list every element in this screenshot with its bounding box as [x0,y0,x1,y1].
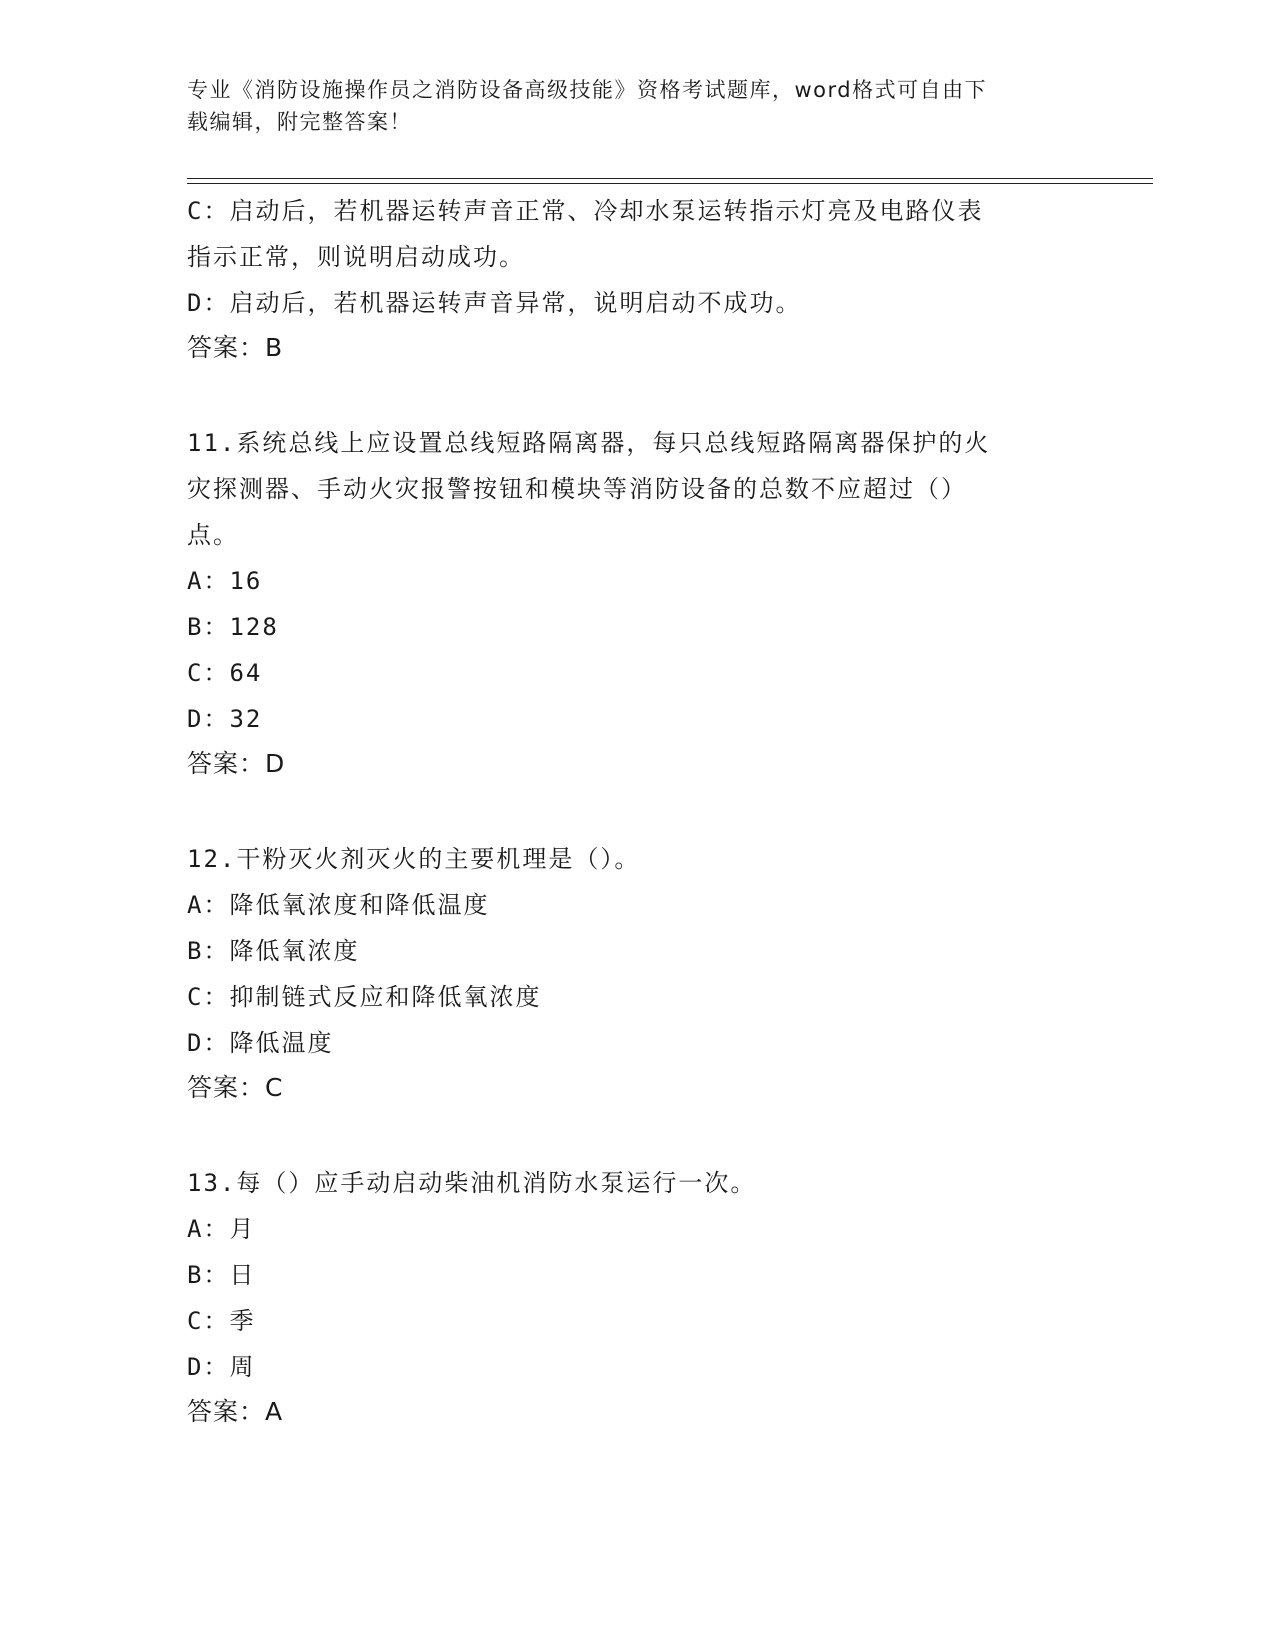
question-stem: 13.每（）应手动启动柴油机消防水泵运行一次。 [187,1169,757,1197]
option-c-continued: 指示正常，则说明启动成功。 [187,243,525,271]
answer-line: 答案：D [187,749,286,778]
question-stem: 11.系统总线上应设置总线短路隔离器，每只总线短路隔离器保护的火 [187,429,991,457]
question-stem-continued: 灾探测器、手动火灾报警按钮和模块等消防设备的总数不应超过（） [187,475,967,503]
document-header [187,74,1067,138]
answer-line: 答案：B [187,333,284,362]
header-rule-bottom [187,183,1153,184]
option-c: C：启动后，若机器运转声音正常、冷却水泵运转指示灯亮及电路仪表 [187,197,984,225]
spacer [187,786,1087,836]
option-d: D：32 [187,705,263,733]
question-block-12 [187,836,1087,1110]
answer-line: 答案：A [187,1397,284,1426]
spacer [187,370,1087,420]
question-list [187,188,1087,1434]
option-d: D：启动后，若机器运转声音异常，说明启动不成功。 [187,289,802,317]
option-c: C：抑制链式反应和降低氧浓度 [187,983,542,1011]
answer-line: 答案：C [187,1073,284,1102]
option-b: B：日 [187,1261,256,1289]
question-block-13 [187,1160,1087,1434]
option-b: B：降低氧浓度 [187,937,360,965]
spacer [187,1110,1087,1160]
header-line-1: 专业《消防设施操作员之消防设备高级技能》资格考试题库，word格式可自由下 [187,78,988,102]
option-b: B：128 [187,613,279,641]
option-c: C：64 [187,659,263,687]
header-line-2: 载编辑，附完整答案！ [187,110,412,134]
option-a: A：16 [187,567,263,595]
option-d: D：降低温度 [187,1029,334,1057]
question-stem-continued: 点。 [187,521,239,549]
question-block-11 [187,420,1087,786]
question-stem: 12.干粉灭火剂灭火的主要机理是（）。 [187,845,641,873]
option-c: C：季 [187,1307,256,1335]
option-a: A：月 [187,1215,256,1243]
option-a: A：降低氧浓度和降低温度 [187,891,490,919]
question-block-prev [187,188,1087,370]
header-rule-top [187,178,1153,179]
option-d: D：周 [187,1353,256,1381]
